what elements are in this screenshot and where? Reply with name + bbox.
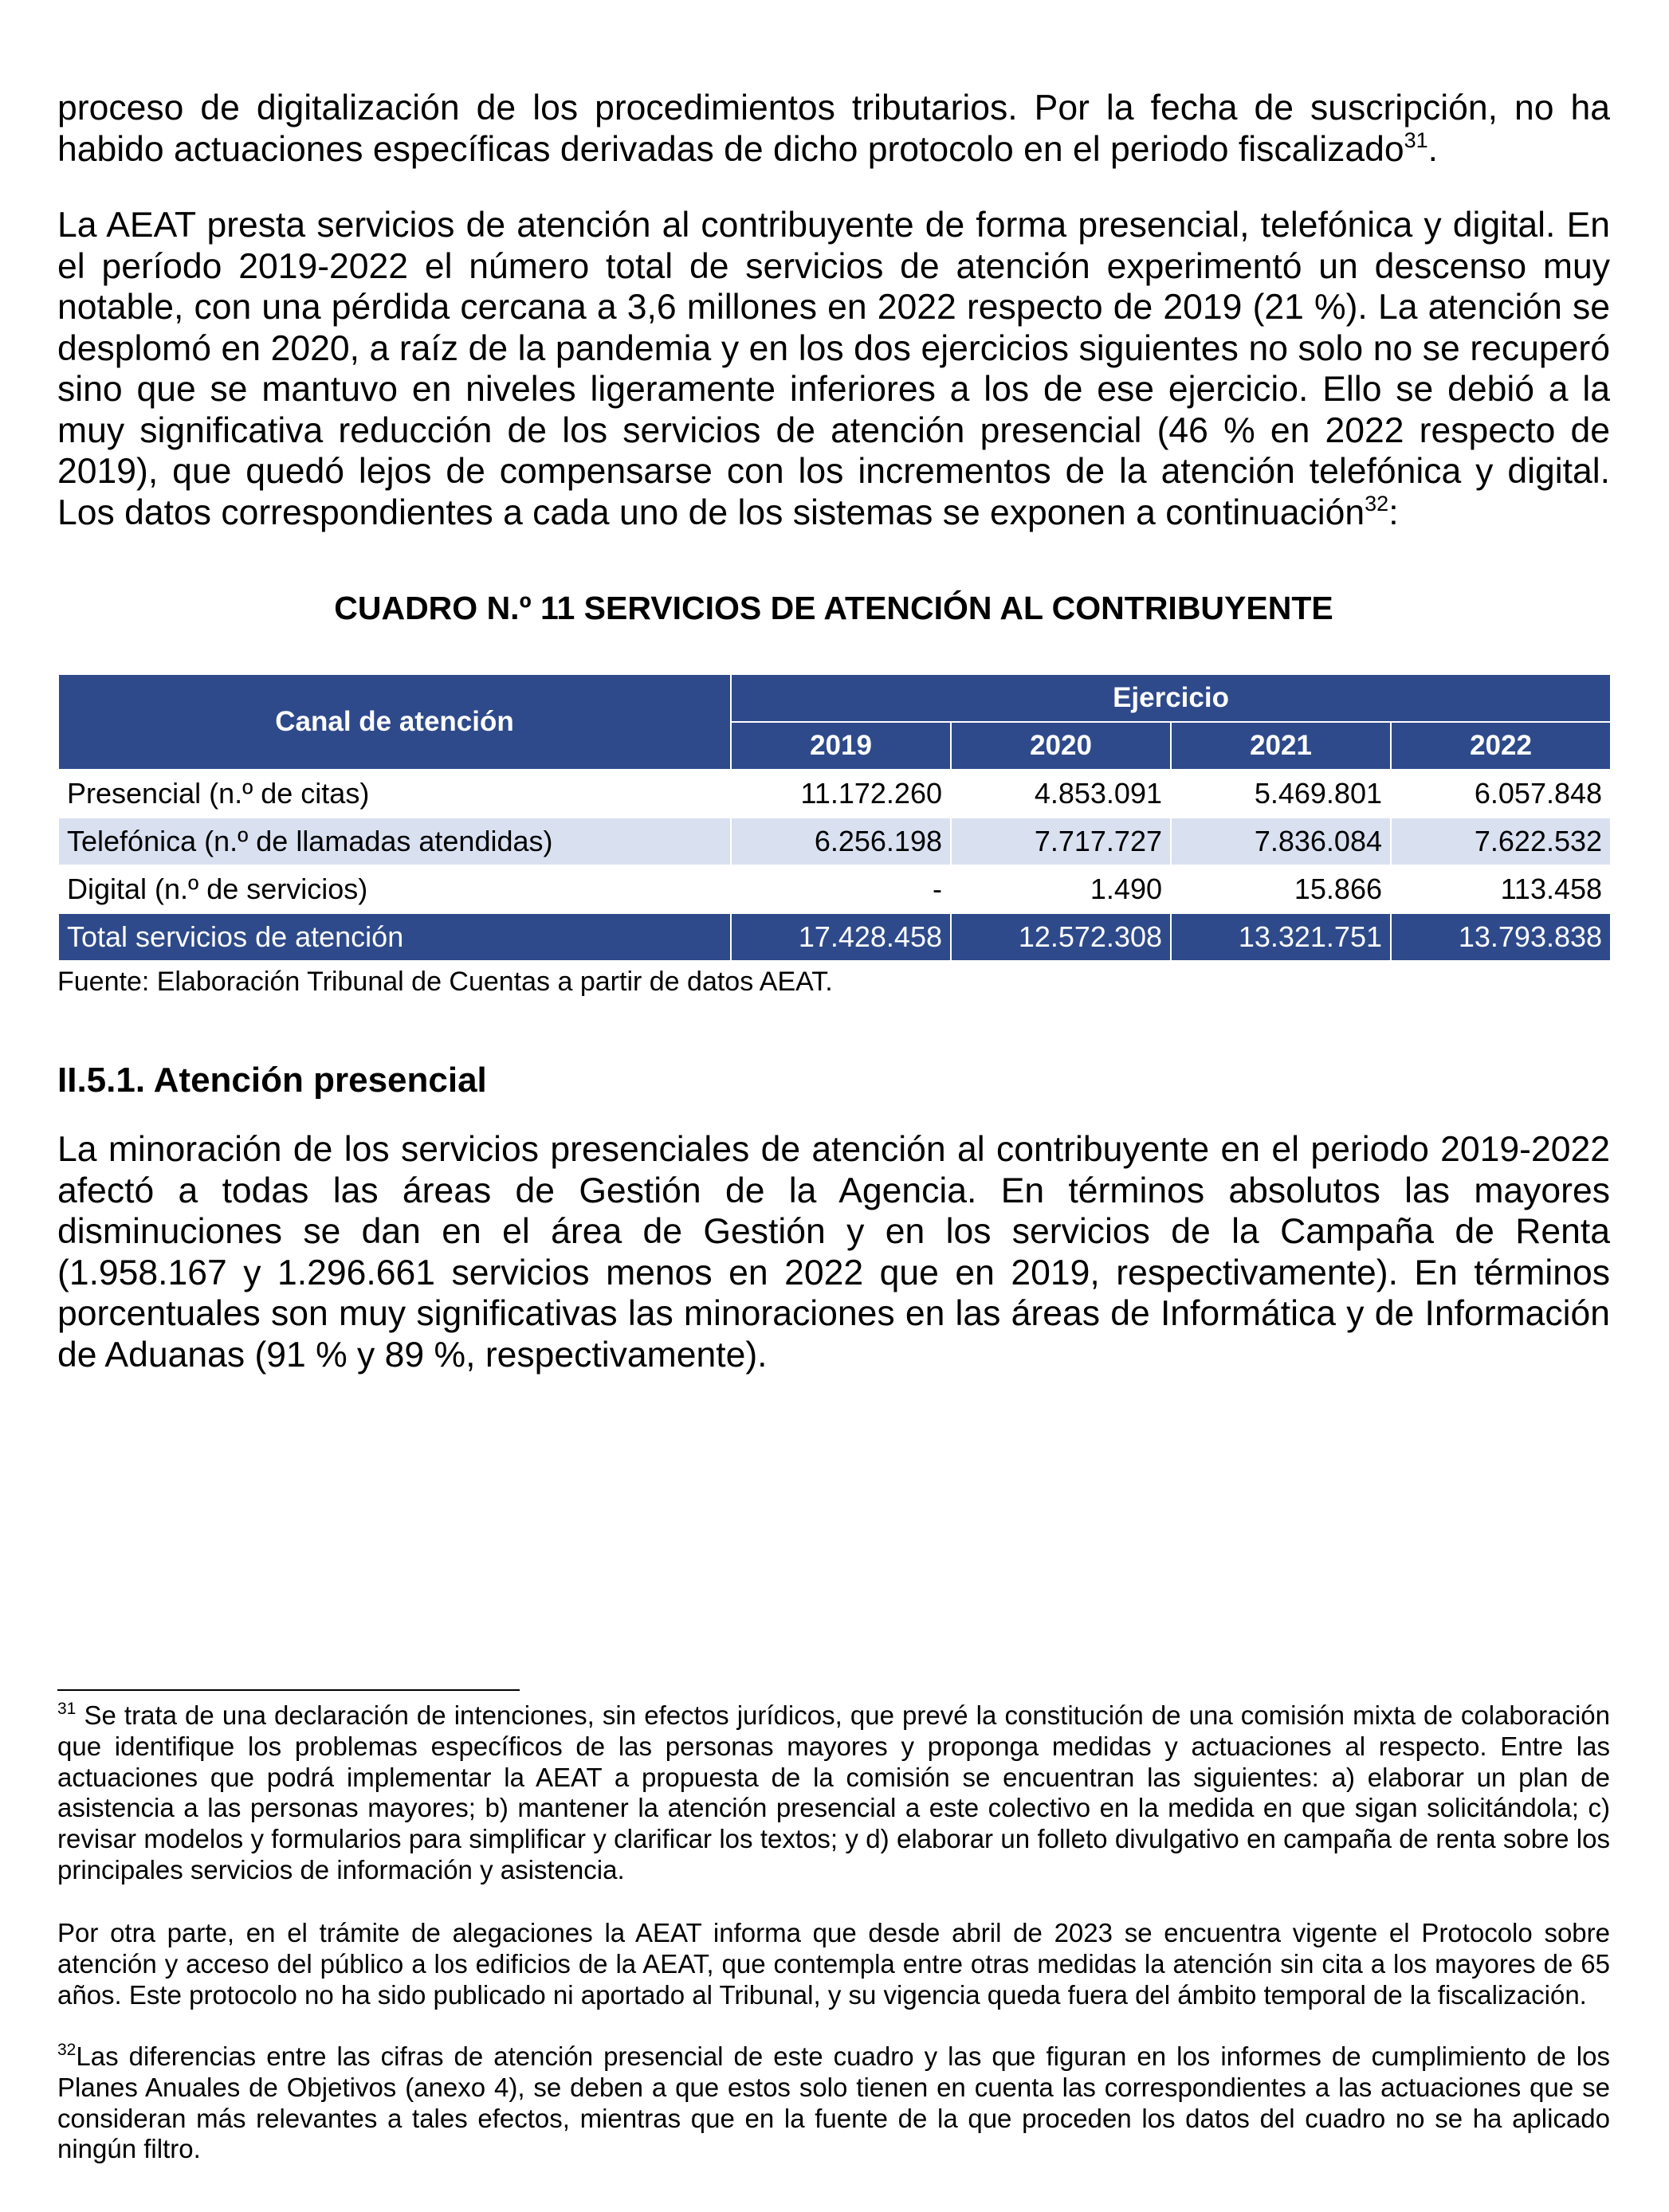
total-value: 12.572.308	[951, 913, 1171, 961]
header-year: 2022	[1391, 722, 1611, 770]
table-row	[58, 818, 1611, 865]
cell-value: 11.172.260	[731, 770, 951, 818]
table-total-row	[58, 913, 1611, 961]
header-year: 2020	[951, 722, 1171, 770]
cell-value: 7.717.727	[951, 818, 1171, 865]
paragraph-services-overview: La AEAT presta servicios de atención al contribuyente de forma presencial, telefónica y digital. En el período 2019-2022 el número total de servicios de atención experimentó un descenso muy notable, con una pérdida cercana a 3,6 millones en 2022 respecto de 2019 (21 %). La atención se desplomó en 2020, a raíz de la pandemia y en los dos ejercicios siguientes no solo no se recuperó sino que se mantuvo en niveles ligeramente inferiores a los de ese ejercicio. Ello se debió a la muy significativa reducción de los servicios de atención presencial (46 % en 2022 respecto de 2019), que quedó lejos de compensarse con los incrementos de la atención telefónica y digital. Los datos correspondientes a cada uno de los sistemas se exponen a continuación$^{32}$:	[57, 206, 1610, 532]
paragraph-text: La AEAT presta servicios de atención al contribuyente de forma presencial, telefónica y digital. En el período 2019-2022 el número total de servicios de atención experimentó un descenso muy notable, con una pérdida cercana a 3,6 millones en 2022 respecto de 2019 (21 %). La atención se desplomó en 2020, a raíz de la pandemia y en los dos ejercicios siguientes no solo no se recuperó sino que se mantuvo en niveles ligeramente inferiores a los de ese ejercicio. Ello se debió a la muy significativa reducción de los servicios de atención presencial (46 % en 2022 respecto de 2019), que quedó lejos de compensarse con los incrementos de la atención telefónica y digital. Los datos correspondientes a cada uno de los sistemas se exponen a continuación	[57, 206, 1610, 532]
footnote-text: Se trata de una declaración de intenciones, sin efectos jurídicos, que prevé la constitución de una comisión mixta de colaboración que identifique los problemas específicos de las personas mayores y proponga medidas y actuaciones al respecto. Entre las actuaciones que podrá implementar la AEAT a propuesta de la comisión se encuentran las siguientes: a) elaborar un plan de asistencia a las personas mayores; b) mantener la atención presencial a este colectivo en la medida en que sigan solicitándola; c) revisar modelos y formularios para simplificar y clarificar los textos; y d) elaborar un folleto divulgativo en campaña de renta sobre los principales servicios de información y asistencia.	[57, 1700, 1610, 1885]
paragraph-protocol: proceso de digitalización de los procedimientos tributarios. Por la fecha de suscripción, no ha habido actuaciones específicas derivadas de dicho protocolo en el periodo fiscalizado$^{31}$.	[57, 88, 1610, 169]
table-row	[58, 770, 1611, 818]
header-ejercicio: Ejercicio	[731, 674, 1611, 722]
total-value: 13.793.838	[1391, 913, 1611, 961]
paragraph-presencial: La minoración de los servicios presenciales de atención al contribuyente en el periodo 2019-2022 afectó a todas las áreas de Gestión de la Agencia. En términos absolutos las mayores disminuciones se dan en el área de Gestión y en los servicios de la Campaña de Renta (1.958.167 y 1.296.661 servicios menos en 2022 que en 2019, respectivamente). En términos porcentuales son muy significativas las minoraciones en las áreas de Informática y de Información de Aduanas (91 % y 89 %, respectivamente).	[57, 1130, 1610, 1375]
services-table	[57, 673, 1612, 962]
footnote-text: Las diferencias entre las cifras de atención presencial de este cuadro y las que figuran en los informes de cumplimiento de los Planes Anuales de Objetivos (anexo 4), se deben a que estos solo tienen en cuenta las correspondientes a las actuaciones que se consideran más relevantes a tales efectos, mientras que en la fuente de la que proceden los datos del cuadro no se ha aplicado ningún filtro.	[57, 2041, 1610, 2164]
cell-value: 4.853.091	[951, 770, 1171, 818]
cell-value: 6.057.848	[1391, 770, 1611, 818]
header-year: 2019	[731, 722, 951, 770]
footnote-31	[57, 1700, 1610, 1886]
footnote-32	[57, 2041, 1610, 2165]
table-source: Fuente: Elaboración Tribunal de Cuentas a partir de datos AEAT.	[57, 967, 833, 997]
cell-value: -	[731, 865, 951, 913]
total-label: Total servicios de atención	[58, 913, 731, 961]
row-label: Telefónica (n.º de llamadas atendidas)	[58, 818, 731, 865]
footnote-ref-32[interactable]: 32	[1365, 491, 1389, 516]
cell-value: 6.256.198	[731, 818, 951, 865]
footnote-ref-31[interactable]: 31	[1404, 127, 1428, 152]
row-label: Digital (n.º de servicios)	[58, 865, 731, 913]
footnote-31-continued: Por otra parte, en el trámite de alegaciones la AEAT informa que desde abril de 2023 se encuentra vigente el Protocolo sobre atención y acceso del público a los edificios de la AEAT, que contempla entre otras medidas la atención sin cita a los mayores de 65 años. Este protocolo no ha sido publicado ni aportado al Tribunal, y su vigencia queda fuera del ámbito temporal de la fiscalización.	[57, 1918, 1610, 2010]
cell-value: 7.836.084	[1171, 818, 1391, 865]
total-value: 17.428.458	[731, 913, 951, 961]
header-channel: Canal de atención	[58, 674, 731, 770]
section-heading: II.5.1. Atención presencial	[57, 1061, 487, 1100]
table-row	[58, 865, 1611, 913]
footnote-number: 32	[57, 2041, 77, 2059]
cell-value: 1.490	[951, 865, 1171, 913]
cell-value: 15.866	[1171, 865, 1391, 913]
cell-value: 7.622.532	[1391, 818, 1611, 865]
footnote-number: 31	[57, 1700, 77, 1718]
cell-value: 5.469.801	[1171, 770, 1391, 818]
total-value: 13.321.751	[1171, 913, 1391, 961]
cell-value: 113.458	[1391, 865, 1611, 913]
table-title: CUADRO N.º 11 SERVICIOS DE ATENCIÓN AL CONTRIBUYENTE	[334, 590, 1333, 626]
paragraph-text: proceso de digitalización de los procedimientos tributarios. Por la fecha de suscripción, no ha habido actuaciones específicas derivadas de dicho protocolo en el periodo fiscalizado	[57, 88, 1610, 169]
footnote-divider	[57, 1689, 520, 1691]
header-year: 2021	[1171, 722, 1391, 770]
row-label: Presencial (n.º de citas)	[58, 770, 731, 818]
